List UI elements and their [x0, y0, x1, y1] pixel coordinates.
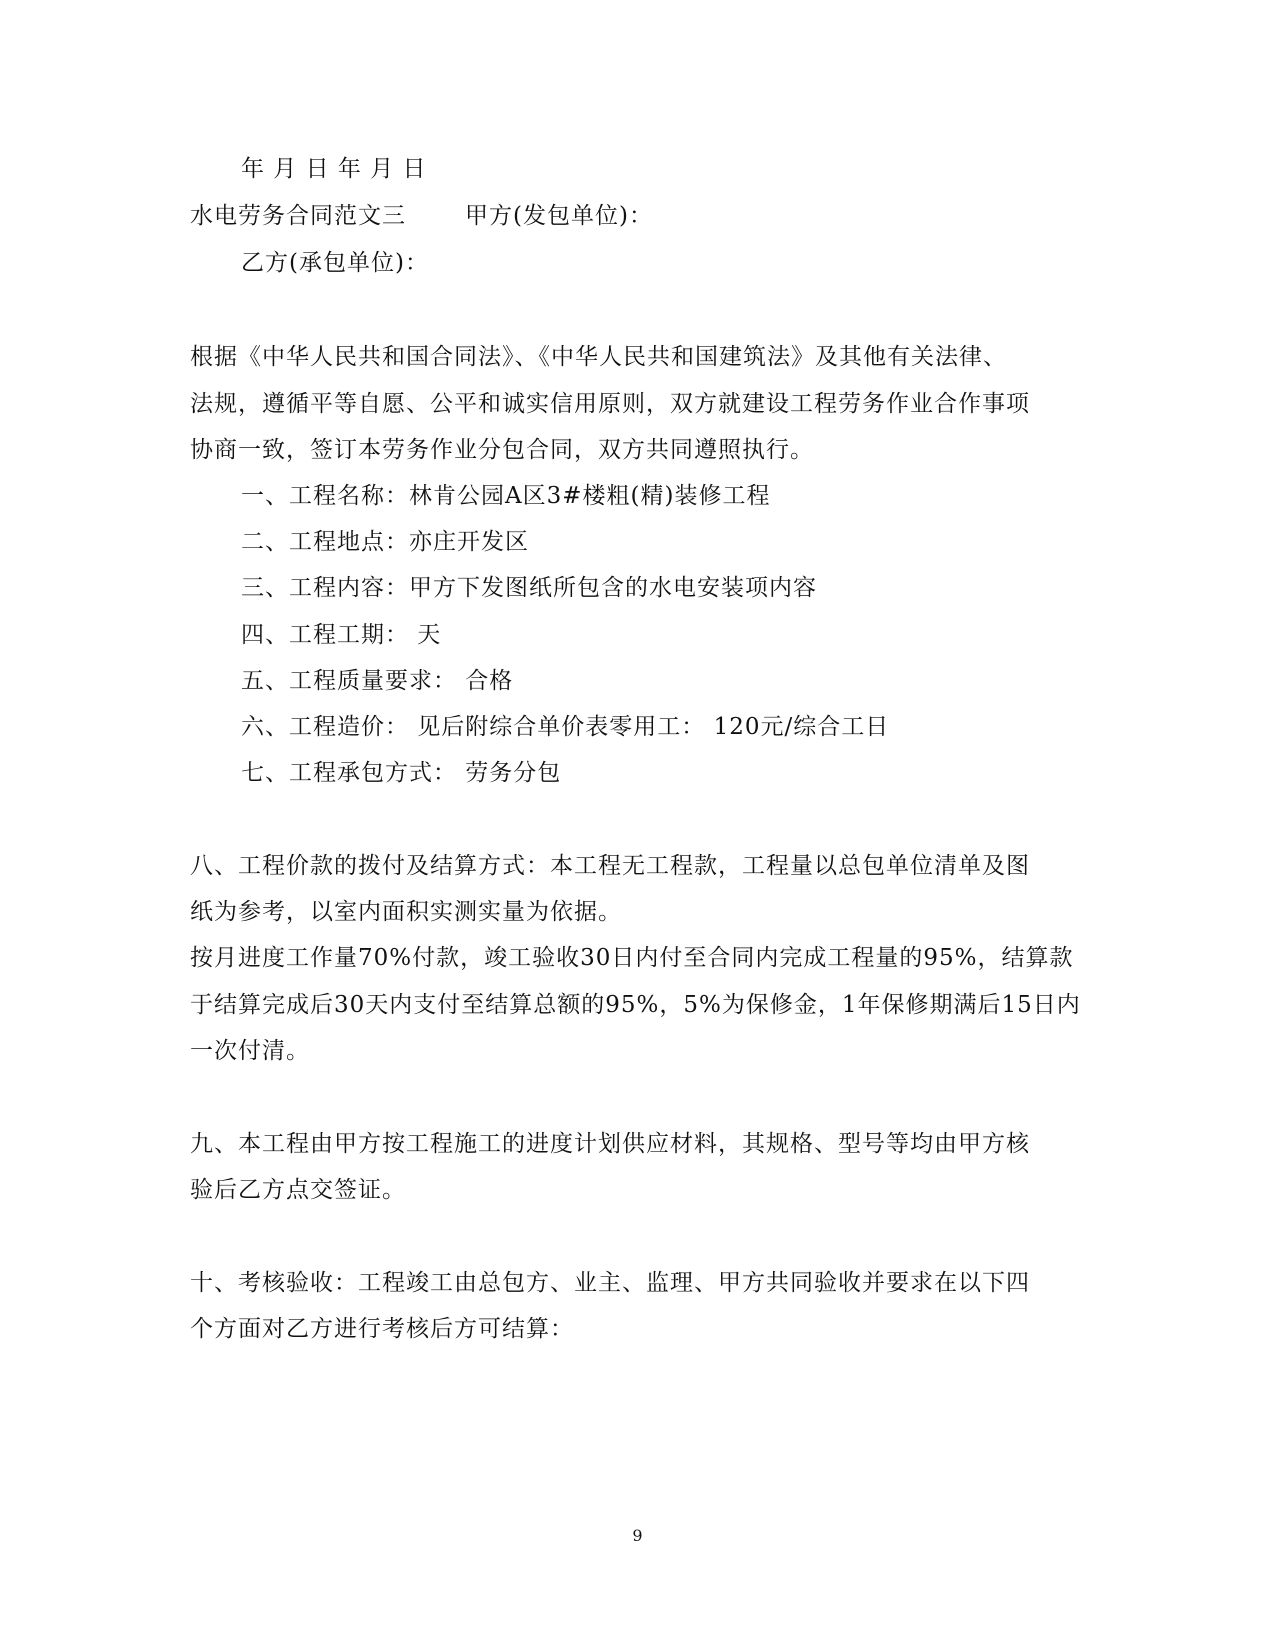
- clause-10-line-2: 个方面对乙方进行考核后方可结算：: [190, 1316, 574, 1342]
- subtitle: 水电劳务合同范文三: [190, 203, 406, 229]
- date-line: 年 月 日 年 月 日: [241, 156, 427, 182]
- intro-line-1: 根据《中华人民共和国合同法》、《中华人民共和国建筑法》及其他有关法律、: [190, 344, 1007, 370]
- intro-line-3: 协商一致，签订本劳务作业分包合同，双方共同遵照执行。: [190, 437, 814, 463]
- clause-8-line-4: 于结算完成后30天内支付至结算总额的95%，5%为保修金，1年保修期满后15日内: [190, 992, 1081, 1018]
- intro-line-2: 法规，遵循平等自愿、公平和诚实信用原则，双方就建设工程劳务作业合作事项: [190, 391, 1030, 417]
- clause-10-line-1: 十、考核验收：工程竣工由总包方、业主、监理、甲方共同验收并要求在以下四: [190, 1270, 1030, 1296]
- item-project-cost: 六、工程造价： 见后附综合单价表零用工： 120元/综合工日: [241, 714, 890, 740]
- page-number: 9: [632, 1526, 643, 1545]
- item-project-content: 三、工程内容：甲方下发图纸所包含的水电安装项内容: [241, 575, 817, 601]
- clause-8-line-2: 纸为参考，以室内面积实测实量为依据。: [190, 899, 622, 925]
- clause-9-line-1: 九、本工程由甲方按工程施工的进度计划供应材料，其规格、型号等均由甲方核: [190, 1131, 1030, 1157]
- item-project-duration: 四、工程工期： 天: [241, 622, 442, 648]
- item-quality-requirement: 五、工程质量要求： 合格: [241, 668, 514, 694]
- item-contract-method: 七、工程承包方式： 劳务分包: [241, 760, 562, 786]
- clause-8-line-3: 按月进度工作量70%付款，竣工验收30日内付至合同内完成工程量的95%，结算款: [190, 945, 1074, 971]
- clause-8-line-5: 一次付清。: [190, 1038, 310, 1064]
- clause-8-line-1: 八、工程价款的拨付及结算方式：本工程无工程款，工程量以总包单位清单及图: [190, 853, 1030, 879]
- party-b-label: 乙方(承包单位)：: [241, 250, 429, 276]
- item-project-location: 二、工程地点：亦庄开发区: [241, 529, 529, 555]
- item-project-name: 一、工程名称：林肯公园A区3#楼粗(精)装修工程: [241, 483, 771, 509]
- party-a-label: 甲方(发包单位)：: [465, 203, 653, 229]
- clause-9-line-2: 验后乙方点交签证。: [190, 1177, 406, 1203]
